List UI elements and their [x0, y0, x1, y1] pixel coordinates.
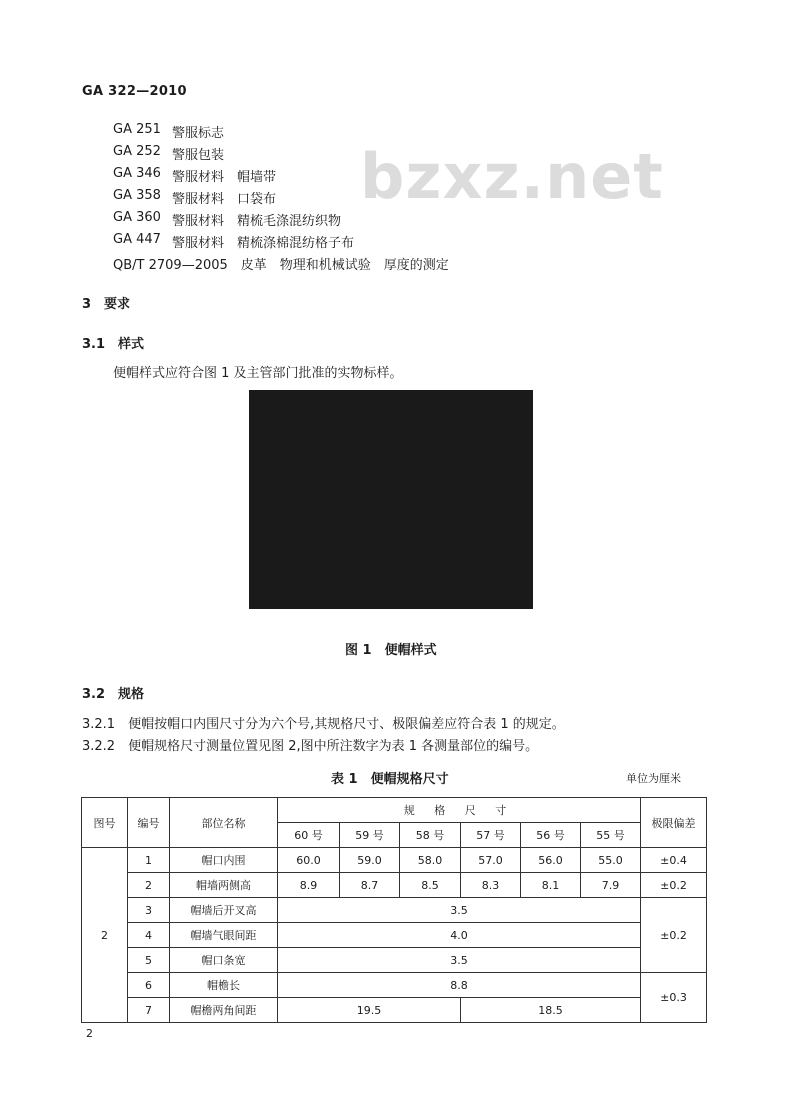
cell-part: 帽墙后开叉高 [170, 898, 278, 923]
page-number: 2 [86, 1027, 93, 1040]
cell-part: 帽口内围 [170, 848, 278, 873]
reference-title: 警服标志 [172, 126, 225, 141]
cell-value: 55.0 [581, 848, 641, 873]
section-3-1-heading: 3.1 样式 [82, 337, 145, 352]
cell-tolerance: ±0.2 [641, 898, 707, 973]
document-code-header: GA 322—2010 [82, 84, 187, 99]
cell-value: 3.5 [278, 948, 641, 973]
header-size: 57 号 [461, 823, 521, 848]
cell-part: 帽墙两侧高 [170, 873, 278, 898]
reference-title: 警服材料 精梳毛涤混纺织物 [172, 214, 342, 229]
table-row [82, 948, 707, 973]
table-header-row [82, 798, 707, 823]
cell-code: 4 [128, 923, 170, 948]
cell-code: 2 [128, 873, 170, 898]
reference-title: 警服材料 精梳涤棉混纺格子布 [172, 236, 355, 251]
cell-code: 1 [128, 848, 170, 873]
cell-code: 3 [128, 898, 170, 923]
cell-value: 3.5 [278, 898, 641, 923]
reference-code: GA 346 [113, 166, 161, 181]
figure-1-photo [249, 390, 533, 609]
cell-fig-no: 2 [82, 848, 128, 1023]
cell-code: 6 [128, 973, 170, 998]
cell-code: 7 [128, 998, 170, 1023]
cell-code: 5 [128, 948, 170, 973]
header-tolerance: 极限偏差 [641, 798, 707, 848]
header-size: 58 号 [400, 823, 461, 848]
cell-value: 8.3 [461, 873, 521, 898]
section-3-2-2-body: 3.2.2 便帽规格尺寸测量位置见图 2,图中所注数字为表 1 各测量部位的编号。 [82, 739, 539, 754]
cell-value: 8.8 [278, 973, 641, 998]
section-3-heading: 3 要求 [82, 297, 131, 312]
table-row [82, 873, 707, 898]
header-size: 59 号 [340, 823, 400, 848]
reference-qb: QB/T 2709—2005 皮革 物理和机械试验 厚度的测定 [113, 258, 449, 273]
header-size: 55 号 [581, 823, 641, 848]
cell-part: 帽檐长 [170, 973, 278, 998]
header-size: 56 号 [521, 823, 581, 848]
watermark: bzxz.net [360, 140, 664, 213]
table-row [82, 898, 707, 923]
section-3-2-heading: 3.2 规格 [82, 687, 145, 702]
table-row [82, 998, 707, 1023]
header-part: 部位名称 [170, 798, 278, 848]
cell-value: 8.1 [521, 873, 581, 898]
cell-tolerance: ±0.3 [641, 973, 707, 1023]
cell-value: 7.9 [581, 873, 641, 898]
cell-value: 56.0 [521, 848, 581, 873]
reference-code: GA 251 [113, 122, 161, 137]
cell-value: 60.0 [278, 848, 340, 873]
cell-value: 59.0 [340, 848, 400, 873]
table-row [82, 848, 707, 873]
reference-code: GA 447 [113, 232, 161, 247]
reference-title: 警服材料 帽墙带 [172, 170, 277, 185]
cell-value: 57.0 [461, 848, 521, 873]
table-caption: 表 1 便帽规格尺寸 [331, 772, 449, 787]
reference-code: GA 360 [113, 210, 161, 225]
section-3-2-1-body: 3.2.1 便帽按帽口内围尺寸分为六个号,其规格尺寸、极限偏差应符合表 1 的规定。 [82, 717, 565, 732]
cell-value: 8.7 [340, 873, 400, 898]
cell-part: 帽檐两角间距 [170, 998, 278, 1023]
cell-part: 帽口条宽 [170, 948, 278, 973]
cell-part: 帽墙气眼间距 [170, 923, 278, 948]
cell-value: 4.0 [278, 923, 641, 948]
table-unit: 单位为厘米 [626, 772, 681, 785]
cell-tolerance: ±0.2 [641, 873, 707, 898]
header-code: 编号 [128, 798, 170, 848]
header-spec: 规 格 尺 寸 [278, 798, 641, 823]
cell-value: 19.5 [278, 998, 461, 1023]
cell-value: 8.9 [278, 873, 340, 898]
cell-value: 58.0 [400, 848, 461, 873]
spec-table [81, 797, 707, 1023]
cell-value: 18.5 [461, 998, 641, 1023]
figure-1-caption: 图 1 便帽样式 [345, 643, 437, 658]
reference-code: GA 252 [113, 144, 161, 159]
reference-code: GA 358 [113, 188, 161, 203]
cell-value: 8.5 [400, 873, 461, 898]
table-row [82, 923, 707, 948]
section-3-1-body: 便帽样式应符合图 1 及主管部门批准的实物标样。 [113, 366, 403, 381]
reference-title: 警服包装 [172, 148, 225, 163]
cell-tolerance: ±0.4 [641, 848, 707, 873]
header-fig-no: 图号 [82, 798, 128, 848]
table-row [82, 973, 707, 998]
header-size: 60 号 [278, 823, 340, 848]
reference-title: 警服材料 口袋布 [172, 192, 277, 207]
